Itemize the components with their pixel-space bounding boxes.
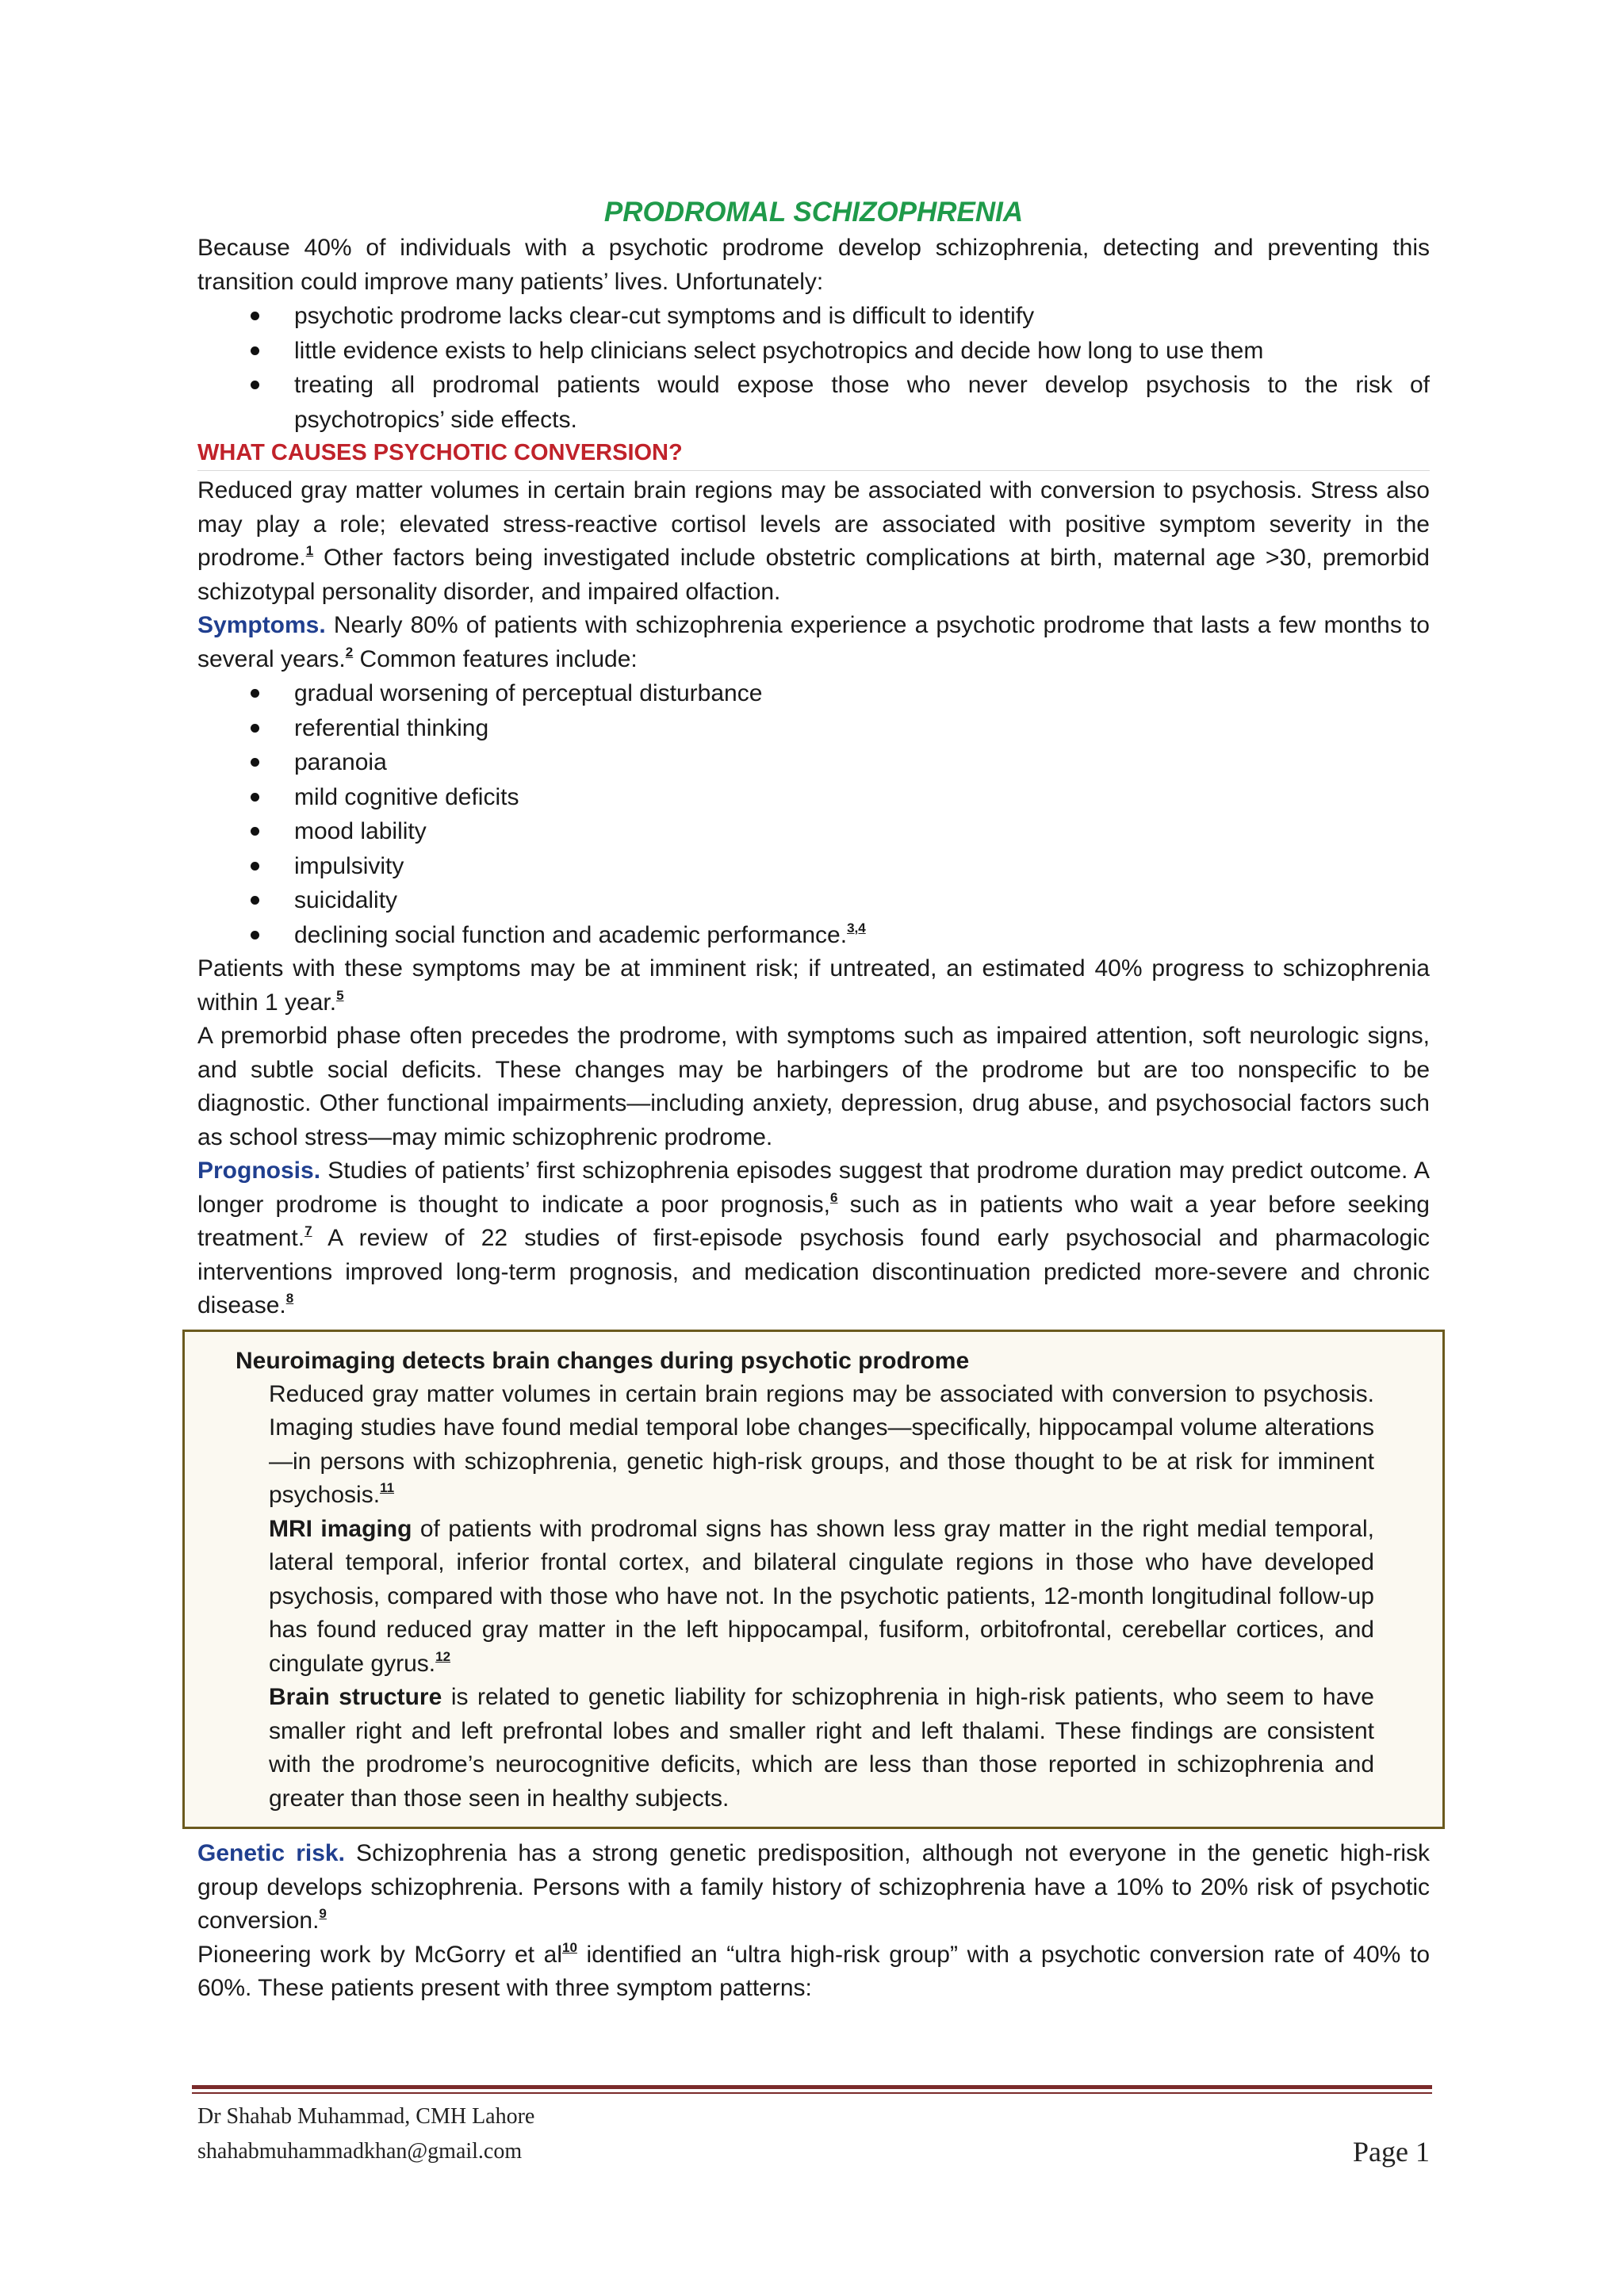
reference-link[interactable]: 5 xyxy=(336,987,344,1003)
box-paragraph: Reduced gray matter volumes in certain brain regions may be associated with conversion to psychosis. Imaging studies have found medial temporal lobe changes—specifically, hippocampal volume alterations—in persons with schizophrenia, genetic high-risk groups, and those thought to be at risk for imminent psychosis.$^{11}$ xyxy=(269,1380,1374,1508)
list-item: declining social function and academic performance.$^{3,4}$ xyxy=(197,918,1430,953)
list-item: gradual worsening of perceptual disturbance xyxy=(197,676,1430,711)
causes-paragraph: Reduced gray matter volumes in certain brain regions may be associated with conversion to psychosis. Stress also may play a role; elevated stress-reactive cortisol levels are associated with positive symptom severity in the prodrome.$^1$ Other factors being investigated include obstetric complications at birth, maternal age >30, premorbid schizotypal personality disorder, and impaired olfaction. xyxy=(197,477,1430,605)
reference-link[interactable]: 9 xyxy=(319,1906,327,1921)
footer-divider xyxy=(192,2085,1432,2089)
list-item: impulsivity xyxy=(197,849,1430,884)
footer-author: Dr Shahab Muhammad, CMH Lahore xyxy=(197,2104,535,2129)
list-item: psychotic prodrome lacks clear-cut symptoms and is difficult to identify xyxy=(197,299,1430,334)
list-item: treating all prodromal patients would expose those who never develop psychosis to the risk of psychotropics’ side effects. xyxy=(197,368,1430,437)
causes-heading: WHAT CAUSES PSYCHOTIC CONVERSION? xyxy=(197,437,1430,471)
premorbid-paragraph: A premorbid phase often precedes the prodrome, with symptoms such as impaired attention, soft neurologic signs, and subtle social deficits. These changes may be harbingers of the prodrome but are too nonspecific to be diagnostic. Other functional impairments—including anxiety, depression, drug abuse, and psychosocial factors such as school stress—may mimic schizophrenic prodrome. xyxy=(197,1023,1430,1150)
prognosis-paragraph: Prognosis. Studies of patients’ first schizophrenia episodes suggest that prodrome duration may predict outcome. A longer prodrome is thought to indicate a poor prognosis,$^6$ such as in patients who wait a year before seeking treatment.$^7$ A review of 22 studies of first-episode psychosis found early psychosocial and pharmacologic interventions improved long-term prognosis, and medication discontinuation predicted more-severe and chronic disease.$^8$ xyxy=(197,1158,1430,1318)
reference-link[interactable]: 11 xyxy=(380,1480,395,1495)
intro-paragraph: Because 40% of individuals with a psychotic prodrome develop schizophrenia, detecting and preventing this transition could improve many patients’ lives. Unfortunately: xyxy=(197,235,1430,295)
reference-link[interactable]: 2 xyxy=(345,644,354,660)
reference-link[interactable]: 3,4 xyxy=(847,920,866,936)
page-number: Page 1 xyxy=(1353,2136,1430,2168)
list-item: mild cognitive deficits xyxy=(197,780,1430,815)
genetic-risk-label: Genetic risk. xyxy=(197,1840,345,1866)
prognosis-label: Prognosis. xyxy=(197,1158,321,1184)
document-page xyxy=(197,195,1430,2006)
neuroimaging-sidebar-box xyxy=(182,1330,1445,1830)
symptoms-paragraph: Symptoms. Nearly 80% of patients with schizophrenia experience a psychotic prodrome that lasts a few months to several years.$^2$ Common features include: xyxy=(197,612,1430,672)
list-item: referential thinking xyxy=(197,711,1430,746)
list-item: paranoia xyxy=(197,745,1430,780)
list-item: little evidence exists to help clinicians select psychotropics and decide how long to use them xyxy=(197,334,1430,369)
list-item: suicidality xyxy=(197,883,1430,918)
box-paragraph: Brain structure is related to genetic liability for schizophrenia in high-risk patients, who seem to have smaller right and left prefrontal lobes and smaller right and left thalami. These findings are consistent with the prodrome’s neurocognitive deficits, which are less than those reported in schizophrenia and greater than those seen in healthy subjects. xyxy=(269,1684,1374,1812)
brain-structure-label: Brain structure xyxy=(269,1684,442,1710)
box-title: Neuroimaging detects brain changes during psychotic prodrome xyxy=(236,1347,970,1374)
symptoms-label: Symptoms. xyxy=(197,612,326,638)
reference-link[interactable]: 12 xyxy=(435,1648,451,1664)
risk-paragraph: Patients with these symptoms may be at imminent risk; if untreated, an estimated 40% progress to schizophrenia within 1 year.$^5$ xyxy=(197,955,1430,1016)
symptoms-bullet-list xyxy=(197,676,1430,952)
reference-link[interactable]: 10 xyxy=(562,1939,577,1955)
list-item: mood lability xyxy=(197,814,1430,849)
reference-link[interactable]: 6 xyxy=(830,1189,838,1205)
genetic-risk-paragraph: Genetic risk. Schizophrenia has a strong genetic predisposition, although not everyone in the genetic high-risk group develops schizophrenia. Persons with a family history of schizophrenia have a 10% to 20% risk of psychotic conversion.$^9$ xyxy=(197,1840,1430,1934)
footer-email: shahabmuhammadkhan@gmail.com xyxy=(197,2139,523,2164)
box-paragraph: MRI imaging of patients with prodromal signs has shown less gray matter in the right medial temporal, lateral temporal, inferior frontal cortex, and bilateral cingulate regions in those who have developed psychosis, compared with those who have not. In the psychotic patients, 12-month longitudinal follow-up has found reduced gray matter in the left hippocampal, fusiform, orbitofrontal, cerebellar cortices, and cingulate gyrus.$^{12}$ xyxy=(269,1515,1374,1677)
document-title: PRODROMAL SCHIZOPHRENIA xyxy=(603,197,1024,228)
page-footer xyxy=(197,2099,1430,2169)
mri-label: MRI imaging xyxy=(269,1515,412,1542)
reference-link[interactable]: 8 xyxy=(285,1291,294,1306)
reference-link[interactable]: 1 xyxy=(305,543,314,558)
intro-bullet-list xyxy=(197,299,1430,437)
reference-link[interactable]: 7 xyxy=(304,1223,312,1238)
pioneering-paragraph: Pioneering work by McGorry et $al^{10}$ identified an “ultra high-risk group” with a psychotic conversion rate of 40% to 60%. These patients present with three symptom patterns: xyxy=(197,1939,1431,2001)
footer-divider xyxy=(192,2092,1432,2094)
